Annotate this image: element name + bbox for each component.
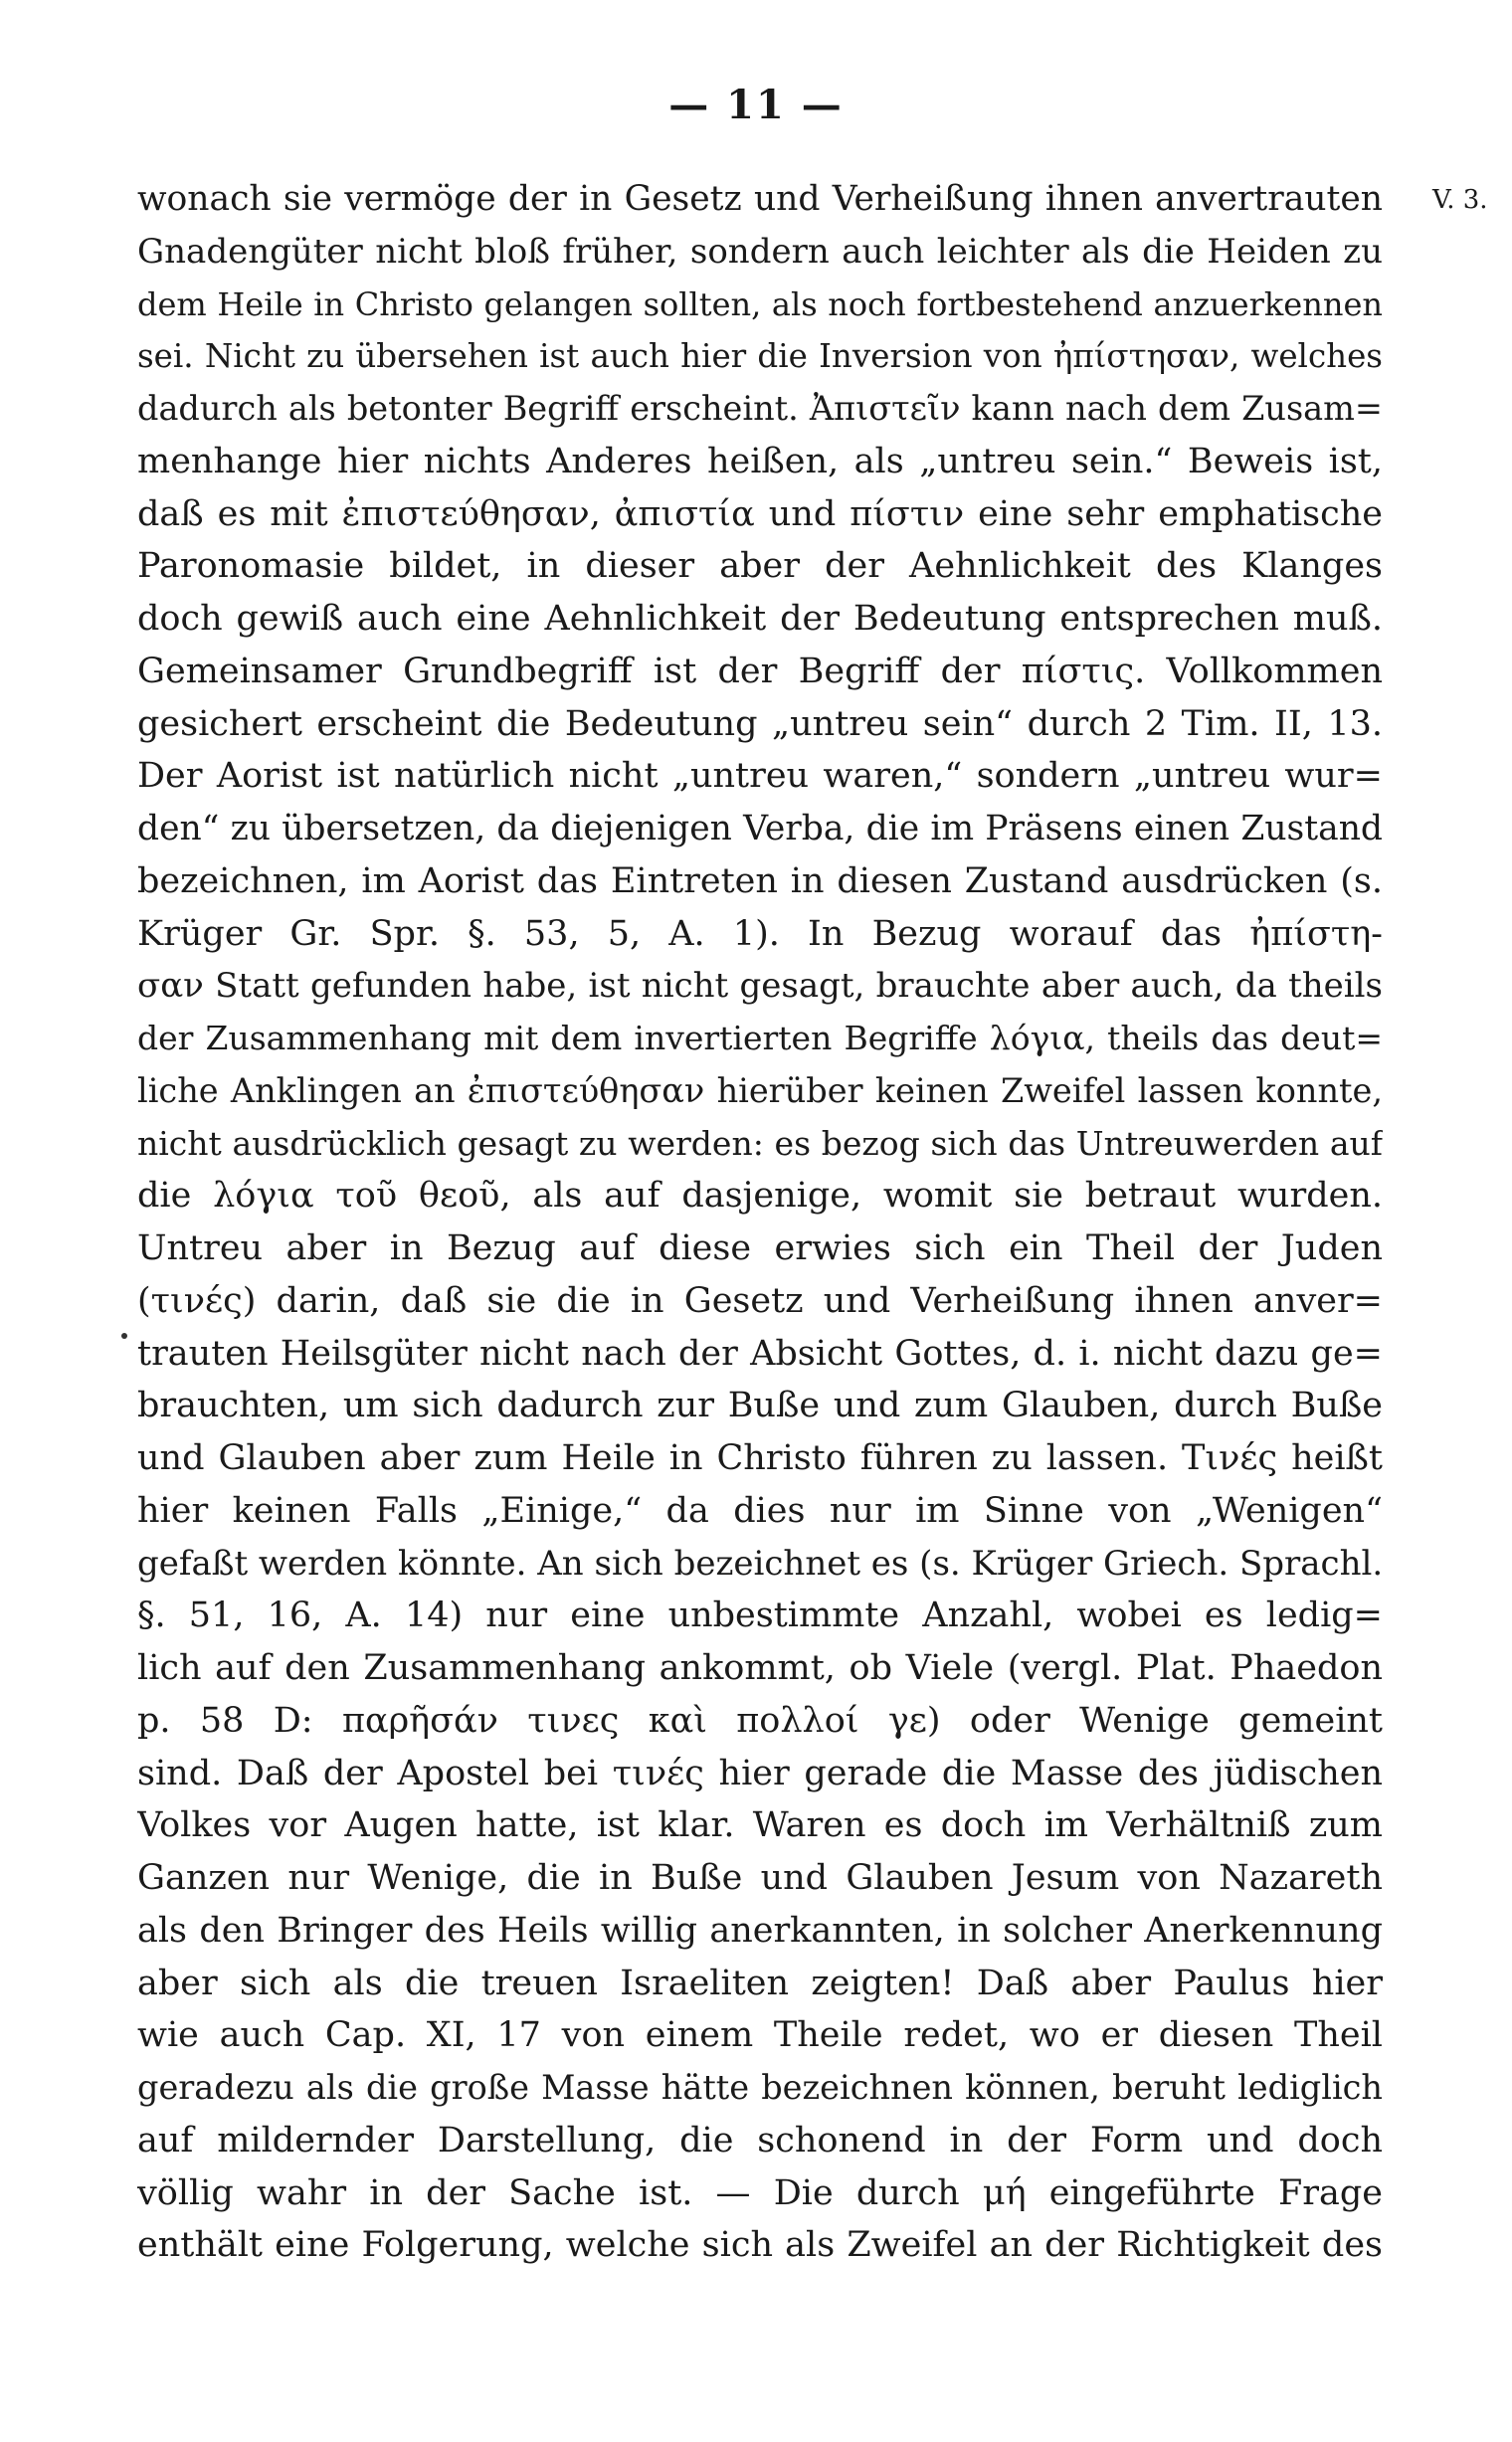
text-line: Krüger Gr. Spr. §. 53, 5, A. 1). In Bezug worauf das ἠπίστη-: [137, 913, 1383, 954]
text-line: menhange hier nichts Anderes heißen, als „untreu sein.“ Beweis ist,: [137, 441, 1383, 481]
text-line: aber sich als die treuen Israeliten zeigten! Daß aber Paulus hier: [137, 1963, 1383, 2003]
margin-verse-reference: V. 3.: [1432, 185, 1488, 215]
text-line: Gemeinsamer Grundbegriff ist der Begriff der πίστις. Vollkommen: [137, 651, 1383, 691]
page-number: — 11 —: [668, 82, 844, 128]
text-line: dem Heile in Christo gelangen sollten, als noch fortbestehend anzuerkennen: [137, 284, 1383, 323]
body-text: [137, 173, 1383, 2272]
text-line: brauchten, um sich dadurch zur Buße und zum Glauben, durch Buße: [137, 1386, 1383, 1426]
text-line: (τινές) darin, daß sie die in Gesetz und Verheißung ihnen anver=: [137, 1280, 1383, 1321]
text-line: gesichert erscheint die Bedeutung „untreu sein“ durch 2 Tim. II, 13.: [137, 703, 1383, 744]
text-line: Gnadengüter nicht bloß früher, sondern auch leichter als die Heiden zu: [137, 231, 1383, 272]
text-line: die λόγια τοῦ θεοῦ, als auf dasjenige, womit sie betraut wurden.: [137, 1176, 1383, 1217]
text-line: und Glauben aber zum Heile in Christo führen zu lassen. Τινές heißt: [137, 1438, 1383, 1478]
text-line: bezeichnen, im Aorist das Eintreten in diesen Zustand ausdrücken (s.: [137, 860, 1383, 901]
text-line: als den Bringer des Heils willig anerkannten, in solcher Anerkennung: [137, 1910, 1383, 1951]
text-line: liche Anklingen an ἐπιστεύθησαν hierüber keinen Zweifel lassen konnte,: [137, 1070, 1383, 1110]
text-line: σαν Statt gefunden habe, ist nicht gesagt, brauchte aber auch, da theils: [137, 966, 1383, 1007]
text-line: sind. Daß der Apostel bei τινές hier gerade die Masse des jüdischen: [137, 1753, 1383, 1793]
text-line: gefaßt werden könnte. An sich bezeichnet es (s. Krüger Griech. Sprachl.: [137, 1543, 1383, 1584]
text-line: wonach sie vermöge der in Gesetz und Verheißung ihnen anvertrauten: [137, 179, 1383, 219]
text-line: enthält eine Folgerung, welche sich als Zweifel an der Richtigkeit des: [137, 2225, 1383, 2266]
text-line: doch gewiß auch eine Aehnlichkeit der Bedeutung entsprechen muß.: [137, 599, 1383, 639]
text-line: Paronomasie bildet, in dieser aber der Aehnlichkeit des Klanges: [137, 546, 1383, 587]
text-line: den“ zu übersetzen, da diejenigen Verba, die im Präsens einen Zustand: [137, 809, 1383, 848]
text-line: nicht ausdrücklich gesagt zu werden: es bezog sich das Untreuwerden auf: [137, 1123, 1383, 1163]
text-line: geradezu als die große Masse hätte bezeichnen können, beruht lediglich: [137, 2068, 1383, 2107]
text-line: Der Aorist ist natürlich nicht „untreu waren,“ sondern „untreu wur=: [137, 756, 1383, 797]
text-line: Untreu aber in Bezug auf diese erwies sich ein Theil der Juden: [137, 1228, 1383, 1268]
text-line: lich auf den Zusammenhang ankommt, ob Viele (vergl. Plat. Phaedon: [137, 1648, 1383, 1688]
text-line: Volkes vor Augen hatte, ist klar. Waren es doch im Verhältniß zum: [137, 1805, 1383, 1846]
text-line: §. 51, 16, A. 14) nur eine unbestimmte Anzahl, wobei es ledig=: [137, 1596, 1383, 1636]
text-line: dadurch als betonter Begriff erscheint. Ἀπιστεῖν kann nach dem Zusam=: [137, 389, 1383, 428]
text-line: hier keinen Falls „Einige,“ da dies nur im Sinne von „Wenigen“: [137, 1490, 1383, 1531]
text-line: trauten Heilsgüter nicht nach der Absicht Gottes, d. i. nicht dazu ge=: [137, 1333, 1383, 1374]
text-line: Ganzen nur Wenige, die in Buße und Glauben Jesum von Nazareth: [137, 1858, 1383, 1898]
text-line: sei. Nicht zu übersehen ist auch hier die Inversion von ἠπίστησαν, welches: [137, 337, 1383, 376]
text-line: der Zusammenhang mit dem invertierten Begriffe λόγια, theils das deut=: [137, 1019, 1383, 1057]
margin-dot-mark: [121, 1333, 127, 1339]
text-line: auf mildernder Darstellung, die schonend in der Form und doch: [137, 2120, 1383, 2160]
text-line: wie auch Cap. XI, 17 von einem Theile redet, wo er diesen Theil: [137, 2015, 1383, 2056]
text-line: daß es mit ἐπιστεύθησαν, ἀπιστία und πίστιν eine sehr emphatische: [137, 493, 1383, 534]
text-line: p. 58 D: παρῆσάν τινες καὶ πολλοί γε) oder Wenige gemeint: [137, 1700, 1383, 1741]
text-line: völlig wahr in der Sache ist. — Die durch μή eingeführte Frage: [137, 2172, 1383, 2213]
